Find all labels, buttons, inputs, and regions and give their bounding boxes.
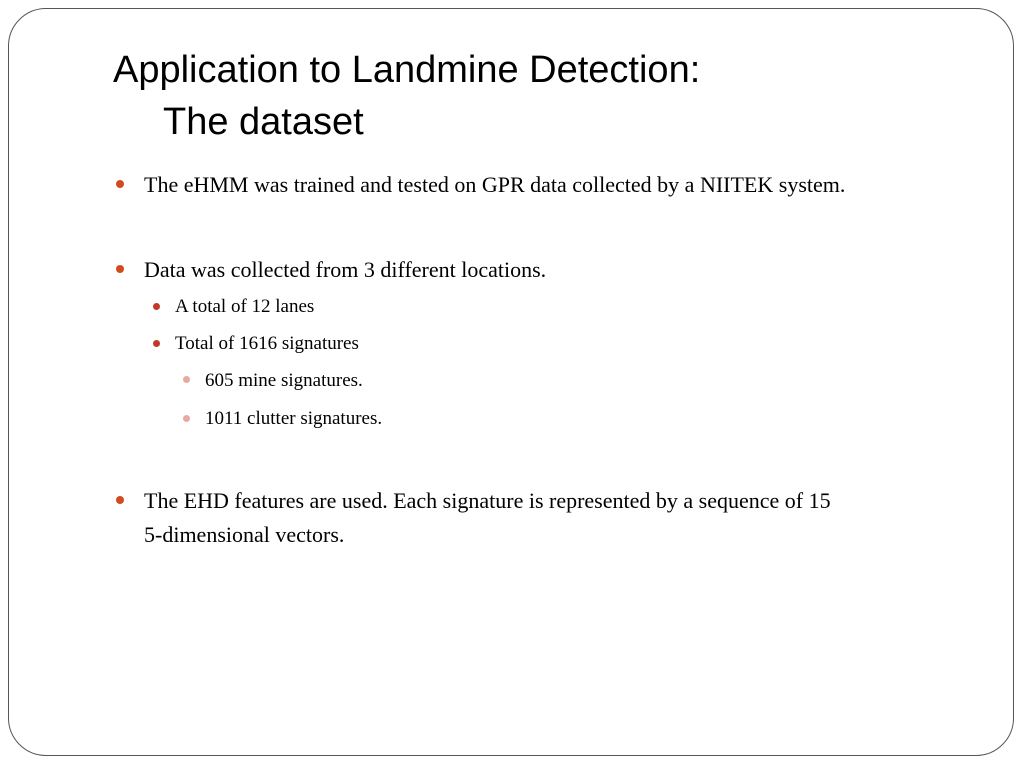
bullet-dot	[116, 496, 124, 504]
title-line-2: The dataset	[163, 101, 364, 143]
bullet-ehmm: The eHMM was trained and tested on GPR data collected by a NIITEK system.	[144, 172, 846, 197]
sub-sub-bullet-dot	[183, 376, 190, 383]
sub-bullet-lanes: A total of 12 lanes	[175, 296, 315, 317]
sub-sub-bullet-mine: 605 mine signatures.	[205, 370, 363, 391]
sub-bullet-dot	[153, 340, 160, 347]
title-line-1: Application to Landmine Detection:	[113, 49, 701, 91]
sub-bullet-dot	[153, 303, 160, 310]
bullet-locations: Data was collected from 3 different locations.	[144, 257, 547, 282]
bullet-dot	[116, 265, 124, 273]
sub-sub-bullet-dot	[183, 415, 190, 422]
sub-bullet-signatures: Total of 1616 signatures	[175, 333, 359, 354]
bullet-dot	[116, 180, 124, 188]
bullet-ehd-line-2: 5-dimensional vectors.	[144, 522, 345, 547]
bullet-ehd-line-1: The EHD features are used. Each signature is represented by a sequence of 15	[144, 488, 831, 513]
sub-sub-bullet-clutter: 1011 clutter signatures.	[205, 408, 383, 429]
slide-title	[113, 44, 700, 148]
